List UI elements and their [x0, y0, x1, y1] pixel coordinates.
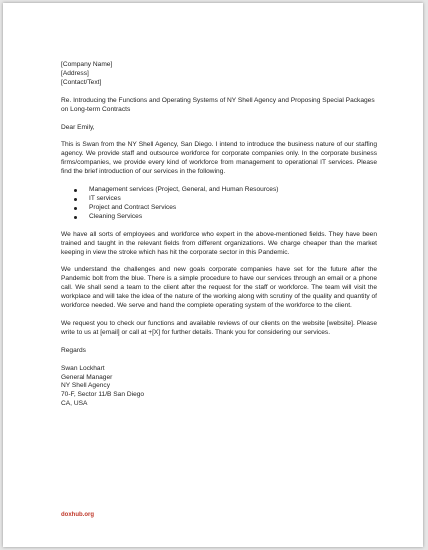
letter-body [61, 61, 377, 409]
service-label: Management services (Project, General, and Human Resources) [89, 186, 279, 194]
signature-name: Swan Lockhart [61, 364, 105, 372]
paragraph-intro: This is Swan from the NY Shell Agency, San Diego. I intend to introduce the business nature of our staffing agency. We provide staff and outsource workforce for corporate companies only. In the corporate business firms/companies, we provide every kind of workforce from management to operational IT services. Please find the brief introduction of our services in the following. [61, 141, 377, 176]
bullet-icon [74, 198, 77, 201]
subject-line: Re. Introducing the Functions and Operating Systems of NY Shell Agency and Proposing Special Packages on Long-term Contracts [61, 96, 375, 113]
signature-company: NY Shell Agency [61, 382, 110, 390]
signature-title: General Manager [61, 373, 113, 381]
paragraph-employees: We have all sorts of employees and workforce who expert in the above-mentioned fields. They have been trained and taught in the relevant fields from different organizations. We charge cheaper than the market keeping in view the stroke which has hit the corporate sector in this Pandemic. [61, 230, 377, 256]
footer-link[interactable]: doxhub.org [61, 512, 94, 518]
paragraph-request: We request you to check our functions and available reviews of our clients on the website [website]. Please write to us at [email] or call at +[X] for further details. Thank you for considering our services. [61, 319, 377, 336]
bullet-icon [74, 216, 77, 219]
services-list [61, 186, 377, 222]
bullet-icon [74, 207, 77, 210]
company-contact: [Contact/Text] [61, 78, 102, 86]
signature-address-line2: CA, USA [61, 400, 88, 408]
service-label: IT services [89, 194, 121, 202]
signature-address-line1: 70-F, Sector 11/B San Diego [61, 391, 145, 399]
company-address: [Address] [61, 69, 89, 77]
list-item [89, 204, 377, 213]
list-item [89, 195, 377, 204]
letter-page [3, 3, 423, 547]
list-item [89, 213, 377, 222]
bullet-icon [74, 189, 77, 192]
service-label: Cleaning Services [89, 212, 143, 220]
closing: Regards [61, 346, 86, 354]
paragraph-challenges: We understand the challenges and new goals corporate companies have set for the future after the Pandemic bolt from the blue. There is a simple procedure to have our services through an email or a phone call. We shall send a team to the client after the request for the staff or workforce. The team will visit the workplace and will take the idea of the nature of the working along with scrutiny of the quality and quantity of workforce needed. We serve and hand the complete operating system of the workforce to the client. [61, 266, 377, 310]
salutation: Dear Emily, [61, 123, 95, 131]
service-label: Project and Contract Services [89, 203, 177, 211]
list-item [89, 186, 377, 195]
company-name: [Company Name] [61, 61, 113, 68]
